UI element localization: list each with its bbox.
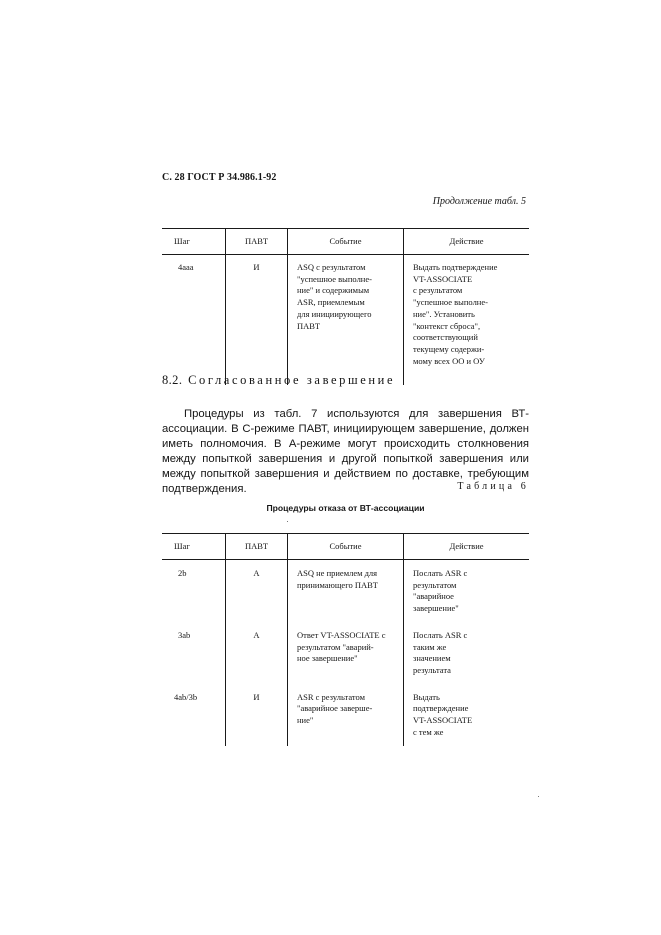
- cell-line: Выдать подтверждение: [413, 262, 498, 272]
- cell-line: результата: [413, 665, 451, 676]
- table-row: [162, 255, 529, 385]
- cell-pavt: И: [225, 684, 287, 746]
- cell-line: Ответ VT-ASSOCIATE с: [297, 629, 386, 640]
- cell-line: "аварийное: [413, 591, 454, 602]
- table-header-row: [162, 533, 529, 560]
- header-action: Действие: [403, 229, 529, 254]
- cell-line: значением: [413, 653, 451, 664]
- cell-event: [287, 622, 403, 684]
- table-6-label: Таблица 6: [457, 481, 529, 492]
- table-5-continuation: [162, 228, 529, 385]
- header-action: Действие: [403, 534, 529, 559]
- cell-step: 4aaa: [178, 262, 194, 272]
- table-header-row: [162, 228, 529, 255]
- cell-line: таким же: [413, 641, 447, 652]
- cell-line: "контекст сброса",: [413, 320, 481, 331]
- cell-event: [287, 684, 403, 746]
- cell-line: ASQ не приемлем для: [297, 568, 378, 578]
- cell-line: с тем же: [413, 726, 444, 737]
- header-event: Событие: [287, 534, 403, 559]
- cell-event: [287, 255, 403, 385]
- cell-line: ASR с результатом: [297, 691, 365, 702]
- cell-action: [403, 622, 529, 684]
- cell-event: [287, 560, 403, 622]
- scan-speck: [538, 796, 539, 797]
- cell-line: ние": [297, 715, 314, 726]
- cell-line: ASR, приемлемым: [297, 297, 365, 308]
- cell-line: ние". Установить: [413, 308, 475, 319]
- cell-line: Послать ASR с: [413, 629, 468, 640]
- header-step: Шаг: [174, 235, 190, 246]
- cell-line: с результатом: [413, 285, 463, 296]
- section-title: Согласованное завершение: [188, 373, 396, 387]
- cell-line: для инициирующего: [297, 308, 372, 319]
- cell-line: ПАВТ: [297, 320, 321, 331]
- cell-line: ное завершение": [297, 653, 358, 664]
- cell-line: VT-ASSOCIATE: [413, 273, 473, 284]
- section-heading: [162, 373, 395, 388]
- cell-line: мому всех ОО и ОУ: [413, 355, 485, 366]
- table-row: [162, 684, 529, 746]
- table-continuation-label: Продолжение табл. 5: [432, 196, 526, 207]
- header-pavt: ПАВТ: [225, 534, 287, 559]
- cell-line: VT-ASSOCIATE: [413, 715, 473, 726]
- cell-step: 2b: [178, 568, 187, 578]
- cell-line: результатом: [413, 579, 457, 590]
- cell-pavt: И: [225, 255, 287, 385]
- scan-speck: [287, 521, 288, 522]
- table-6-title: Процедуры отказа от ВТ-ассоциации: [266, 503, 425, 513]
- cell-line: завершение": [413, 603, 459, 614]
- cell-line: Послать ASR с: [413, 568, 468, 578]
- header-step: Шаг: [174, 540, 190, 551]
- cell-line: результатом "аварий-: [297, 641, 374, 652]
- cell-line: принимающего ПАВТ: [297, 579, 378, 590]
- table-row: [162, 560, 529, 622]
- page-header: С. 28 ГОСТ Р 34.986.1-92: [162, 172, 277, 183]
- cell-line: "аварийное заверше-: [297, 703, 373, 714]
- header-pavt: ПАВТ: [225, 229, 287, 254]
- section-number: 8.2.: [162, 373, 183, 387]
- cell-line: текущему содержи-: [413, 344, 485, 355]
- cell-line: ние" и содержимым: [297, 285, 370, 296]
- cell-pavt: А: [225, 560, 287, 622]
- table-row: [162, 622, 529, 684]
- cell-action: [403, 684, 529, 746]
- cell-step: 4ab/3b: [174, 691, 198, 702]
- section-paragraph: Процедуры из табл. 7 используются для завершения ВТ-ассоциации. В С-режиме ПАВТ, инициирующем завершение, должен иметь полномочия. В А-режиме могут происходить столкновения между попыткой завершения и другой попыткой завершения или между попыткой завершения и действием по доставке, требующим подтверждения.: [162, 408, 529, 495]
- table-6: [162, 533, 529, 746]
- cell-line: подтверждение: [413, 703, 469, 714]
- cell-action: [403, 560, 529, 622]
- cell-step: 3ab: [178, 629, 191, 640]
- cell-line: "успешное выполне-: [297, 273, 372, 284]
- cell-line: Выдать: [413, 691, 440, 702]
- cell-line: "успешное выполне-: [413, 297, 488, 308]
- cell-action: [403, 255, 529, 385]
- cell-line: соответствующий: [413, 332, 478, 343]
- header-event: Событие: [287, 229, 403, 254]
- cell-pavt: А: [225, 622, 287, 684]
- cell-line: ASQ с результатом: [297, 262, 366, 272]
